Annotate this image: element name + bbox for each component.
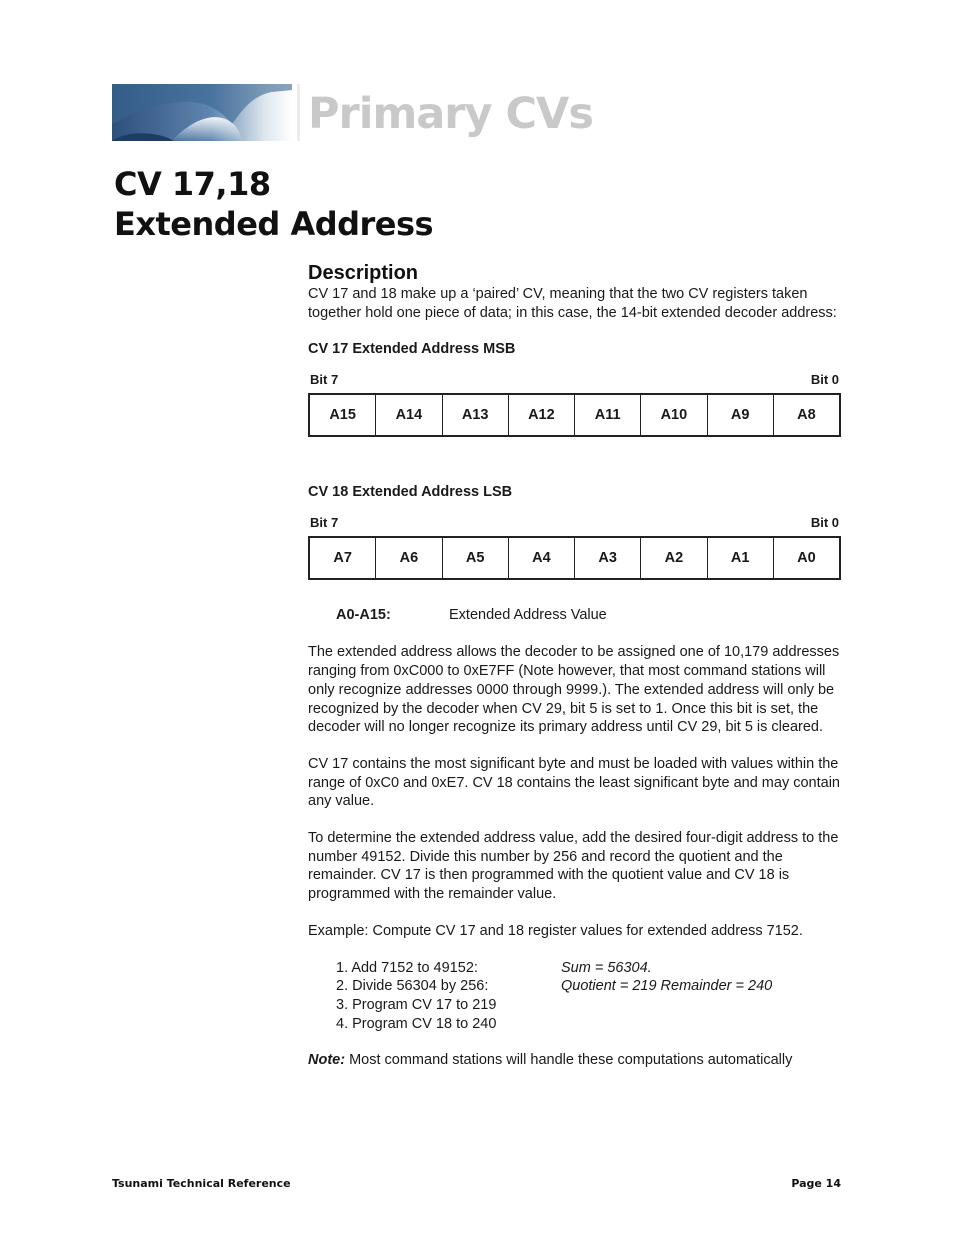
section-title [114, 164, 433, 244]
list-item [336, 996, 848, 1015]
description-heading: Description [308, 262, 419, 284]
page-header-title: Primary CVs [308, 89, 593, 139]
step-text: 3. Program CV 17 to 219 [336, 996, 497, 1013]
bit-cell: A13 [443, 395, 509, 435]
paragraph-example: Example: Compute CV 17 and 18 register values for extended address 7152. [308, 922, 803, 939]
register-label-cv18: CV 18 Extended Address LSB [308, 484, 513, 501]
bit-cell: A1 [708, 538, 774, 578]
bit-low-label: Bit 0 [810, 372, 839, 388]
paragraph-cv17-cv18: CV 17 contains the most significant byte and must be loaded with values within the range of 0xC0 and 0xE7. CV 18 contains the least significant byte and may contain any value. [308, 755, 840, 810]
bit-cell: A0 [797, 550, 816, 567]
bit-table-cv18 [308, 536, 841, 580]
section-title-line2: Extended Address [114, 205, 434, 243]
bit-cell: A7 [310, 538, 376, 578]
bit-cell: A6 [376, 538, 442, 578]
step-text: 4. Program CV 18 to 240 [336, 1015, 497, 1032]
bit-cell: A12 [509, 395, 575, 435]
step-result: Quotient = 219 Remainder = 240 [561, 978, 773, 995]
register-label-cv17: CV 17 Extended Address MSB [308, 341, 516, 358]
note-label: Note: [308, 1052, 346, 1069]
bit-cell: A4 [509, 538, 575, 578]
bit-table-cv17 [308, 393, 841, 437]
bit-labels-cv18 [308, 515, 841, 530]
list-item [336, 977, 848, 996]
step-text: 2. Divide 56304 by 256: [336, 978, 489, 995]
bit-cell: A11 [575, 395, 641, 435]
bit-cell: A5 [443, 538, 509, 578]
bit-low-label: Bit 0 [810, 515, 839, 531]
bit-cell: A15 [310, 395, 376, 435]
bit-cell: A9 [708, 395, 774, 435]
note-text: Most command stations will handle these computations automatically [345, 1052, 793, 1069]
description-intro: CV 17 and 18 make up a ‘paired’ CV, meaning that the two CV registers taken together hold one piece of data; in this case, the 14-bit extended decoder address: [308, 286, 837, 321]
legend-key: A0-A15: [336, 607, 391, 624]
bit-cell: A8 [797, 407, 816, 424]
step-text: 1. Add 7152 to 49152: [336, 959, 478, 976]
list-item [336, 1015, 848, 1034]
section-title-line1: CV 17,18 [114, 165, 271, 203]
bit-high-label: Bit 7 [310, 515, 339, 531]
example-steps [336, 959, 848, 1034]
main-content [308, 262, 848, 1070]
header-wave-image [112, 84, 292, 141]
bit-labels-cv17 [308, 372, 841, 387]
wave-graphic [112, 84, 292, 141]
bit-legend [308, 606, 848, 624]
list-item [336, 959, 848, 978]
paragraph-extended-address: The extended address allows the decoder to be assigned one of 10,179 addresses ranging from 0xC000 to 0xE7FF (Note however, that most command stations will only recognize addresses 0000 through 9999.). The extended address will only be recognized by the decoder when CV 29, bit 5 is set to 1. Once this bit is set, the decoder will no longer recognize its primary address until CV 29, bit 5 is cleared. [308, 644, 840, 736]
legend-value: Extended Address Value [449, 607, 607, 624]
bit-cell: A10 [641, 395, 707, 435]
footer-document-title: Tsunami Technical Reference [112, 1177, 291, 1190]
bit-cell: A2 [641, 538, 707, 578]
note-paragraph [308, 1051, 848, 1070]
header-divider [297, 84, 300, 141]
bit-cell: A3 [575, 538, 641, 578]
bit-high-label: Bit 7 [310, 372, 339, 388]
bit-cell: A14 [376, 395, 442, 435]
step-result: Sum = 56304. [561, 959, 652, 976]
footer-page-number: Page 14 [791, 1177, 841, 1190]
paragraph-compute-method: To determine the extended address value, add the desired four-digit address to the number 49152. Divide this number by 256 and record the quotient and the remainder. CV 17 is then programmed with the quotient value and CV 18 is programmed with the remainder value. [308, 830, 839, 903]
